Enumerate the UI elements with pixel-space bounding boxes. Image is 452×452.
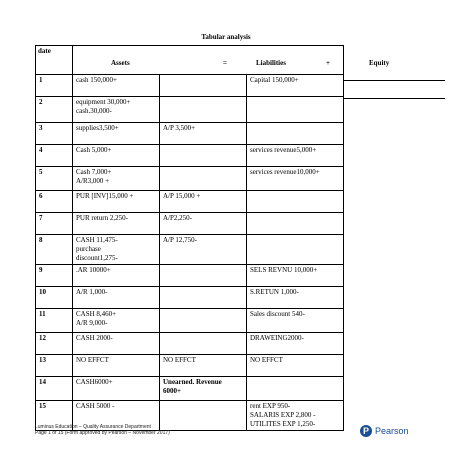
- liabilities-cell: A/P 3,500+: [160, 123, 247, 145]
- liabilities-cell: [160, 309, 247, 333]
- table-row: [36, 265, 344, 287]
- header-equity: Equity: [369, 59, 390, 67]
- liabilities-cell: [160, 287, 247, 309]
- equity-cell: NO EFFCT: [247, 355, 344, 377]
- liabilities-cell: [160, 401, 247, 431]
- equity-cell: services revenue10,000+: [247, 167, 344, 191]
- equity-cell: S.RETUN 1,000-: [247, 287, 344, 309]
- table-row: [36, 167, 344, 191]
- liabilities-cell: [160, 75, 247, 97]
- row-number: 8: [36, 235, 73, 265]
- liabilities-cell: Unearned. Revenue 6000+: [160, 377, 247, 401]
- header-assets: Assets: [111, 59, 130, 67]
- assets-cell: A/R 1,000-: [73, 287, 160, 309]
- header-equation: [73, 46, 390, 75]
- table-row: [36, 191, 344, 213]
- table-row: [36, 75, 344, 97]
- assets-cell: CASH 5000 -: [73, 401, 160, 431]
- assets-cell: PUR return 2,250-: [73, 213, 160, 235]
- footer-line-2: Page 1 of 15 (Form approved by Pearson – November 2017): [35, 430, 170, 436]
- table-row: [36, 97, 344, 123]
- assets-cell: PUR [INV]15,000 +: [73, 191, 160, 213]
- row-number: 6: [36, 191, 73, 213]
- row-number: 11: [36, 309, 73, 333]
- equity-cell: Capital 150,000+: [247, 75, 344, 97]
- header-equals: =: [223, 59, 227, 67]
- row-number: 15: [36, 401, 73, 431]
- equity-cell: [247, 191, 344, 213]
- row-number: 7: [36, 213, 73, 235]
- row-number: 3: [36, 123, 73, 145]
- header-date: [36, 46, 73, 75]
- equity-cell: [247, 97, 344, 123]
- assets-cell: cash 150,000+: [73, 75, 160, 97]
- extension-line-2: [343, 98, 445, 99]
- page-title: Tabular analysis: [201, 33, 251, 41]
- row-number: 12: [36, 333, 73, 355]
- equity-cell: SELS REVNU 10,000+: [247, 265, 344, 287]
- assets-cell: CASH 8,460+ A/R 9,000-: [73, 309, 160, 333]
- liabilities-cell: [160, 333, 247, 355]
- equity-cell: [247, 377, 344, 401]
- header-liabilities: Liabilities: [256, 59, 286, 67]
- liabilities-cell: A/P 12,750-: [160, 235, 247, 265]
- table-row: [36, 123, 344, 145]
- assets-cell: .AR 10000+: [73, 265, 160, 287]
- extension-line-1: [343, 80, 445, 81]
- liabilities-cell: [160, 167, 247, 191]
- assets-cell: Cash 5,000+: [73, 145, 160, 167]
- assets-cell: supplies3,500+: [73, 123, 160, 145]
- equity-cell: [247, 123, 344, 145]
- table-header-row: [36, 46, 344, 75]
- row-number: 9: [36, 265, 73, 287]
- equity-cell: [247, 213, 344, 235]
- equity-cell: Sales discount 540-: [247, 309, 344, 333]
- row-number: 5: [36, 167, 73, 191]
- assets-cell: CASH6000+: [73, 377, 160, 401]
- liabilities-cell: [160, 145, 247, 167]
- assets-cell: CASH 11,475- purchase discount1,275-: [73, 235, 160, 265]
- table-row: [36, 213, 344, 235]
- equity-cell: DRAWEING2000-: [247, 333, 344, 355]
- header-date-label: date: [38, 47, 51, 55]
- liabilities-cell: [160, 265, 247, 287]
- table-row: [36, 309, 344, 333]
- equity-cell: rent EXP 950- SALARIS EXP 2,800 - UTILITES EXP 1,250-: [247, 401, 344, 431]
- liabilities-cell: NO EFFCT: [160, 355, 247, 377]
- row-number: 14: [36, 377, 73, 401]
- row-number: 1: [36, 75, 73, 97]
- liabilities-cell: A/P2,250-: [160, 213, 247, 235]
- table-row: [36, 145, 344, 167]
- assets-cell: CASH 2000-: [73, 333, 160, 355]
- liabilities-cell: A/P 15,000 +: [160, 191, 247, 213]
- row-number: 4: [36, 145, 73, 167]
- assets-cell: equipment 30,000+ cash.30,000-: [73, 97, 160, 123]
- row-number: 10: [36, 287, 73, 309]
- footer-line-1: Luminus Education – Quality Assurance Department: [35, 424, 151, 430]
- table-row: [36, 377, 344, 401]
- header-plus: +: [326, 59, 330, 67]
- row-number: 2: [36, 97, 73, 123]
- table-row: [36, 287, 344, 309]
- assets-cell: Cash 7,000+ A/R3,000 +: [73, 167, 160, 191]
- tabular-analysis-table: [35, 45, 390, 431]
- pearson-mark-icon: P: [360, 425, 372, 437]
- table-row: [36, 333, 344, 355]
- assets-cell: NO EFFCT: [73, 355, 160, 377]
- table-row: [36, 355, 344, 377]
- pearson-wordmark: Pearson: [375, 426, 409, 436]
- footer: [35, 424, 170, 436]
- liabilities-cell: [160, 97, 247, 123]
- table-row: [36, 235, 344, 265]
- row-number: 13: [36, 355, 73, 377]
- pearson-logo: [360, 425, 409, 437]
- equity-cell: [247, 235, 344, 265]
- equity-cell: services revenue5,000+: [247, 145, 344, 167]
